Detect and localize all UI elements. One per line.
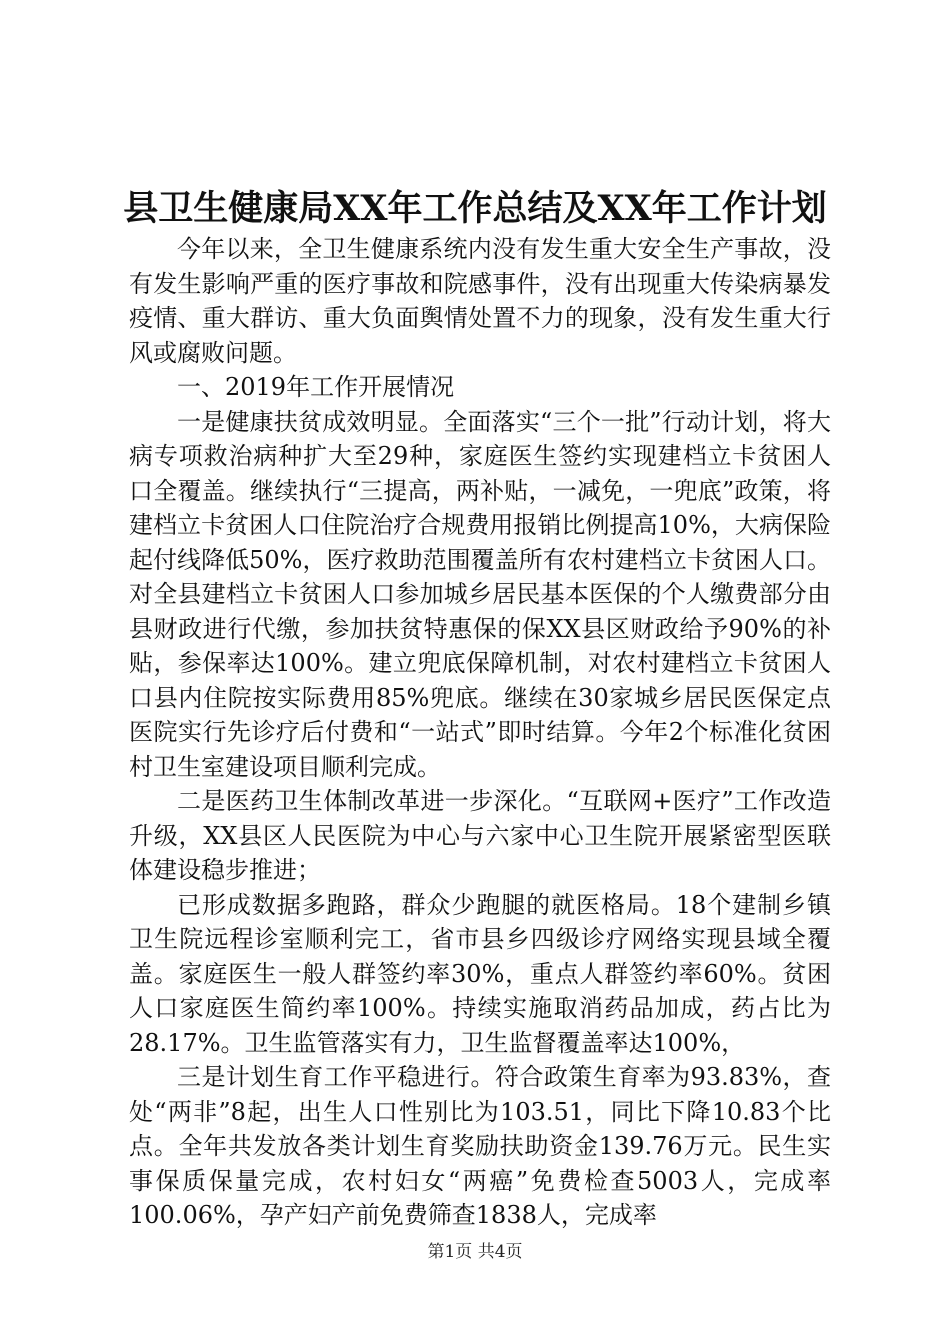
document-body [129, 232, 831, 1233]
section-heading: 一、2019年工作开展情况 [177, 373, 455, 401]
paragraph-intro: 今年以来，全卫生健康系统内没有发生重大安全生产事故，没有发生影响严重的医疗事故和院感事件，没有出现重大传染病暴发疫情、重大群访、重大负面舆情处置不力的现象，没有发生重大行风或腐败问题。 [129, 235, 831, 367]
page-total: 共4页 [477, 1242, 523, 1262]
document-title: 县卫生健康局XX年工作总结及XX年工作计划 [123, 188, 827, 229]
paragraph-family-planning: 三是计划生育工作平稳进行。符合政策生育率为93.83%，查处“两非”8起，出生人口性别比为103.51，同比下降10.83个比点。全年共发放各类计划生育奖励扶助资金139.76万元。民生实事保质保量完成，农村妇女“两癌”免费检查5003人，完成率100.06%，孕产妇产前免费筛查1838人，完成率 [129, 1063, 831, 1229]
page-number: 第1页 [427, 1242, 473, 1262]
page-footer [0, 1240, 950, 1264]
paragraph-poverty-health: 一是健康扶贫成效明显。全面落实“三个一批”行动计划，将大病专项救治病种扩大至29种，家庭医生签约实现建档立卡贫困人口全覆盖。继续执行“三提高，两补贴，一减免，一兜底”政策，将建档立卡贫困人口住院治疗合规费用报销比例提高10%，大病保险起付线降低50%，医疗救助范围覆盖所有农村建档立卡贫困人口。对全县建档立卡贫困人口参加城乡居民基本医保的个人缴费部分由县财政进行代缴，参加扶贫特惠保的保XX县区财政给予90%的补贴，参保率达100%。建立兜底保障机制，对农村建档立卡贫困人口县内住院按实际费用85%兜底。继续在30家城乡居民医保定点医院实行先诊疗后付费和“一站式”即时结算。今年2个标准化贫困村卫生室建设项目顺利完成。 [129, 407, 831, 781]
paragraph-medical-reform: 二是医药卫生体制改革进一步深化。“互联网+医疗”工作改造升级，XX县区人民医院为中心与六家中心卫生院开展紧密型医联体建设稳步推进； [129, 787, 831, 884]
paragraph-data-network: 已形成数据多跑路，群众少跑腿的就医格局。18个建制乡镇卫生院远程诊室顺利完工，省市县乡四级诊疗网络实现县域全覆盖。家庭医生一般人群签约率30%，重点人群签约率60%。贫困人口家庭医生简约率100%。持续实施取消药品加成，药占比为28.17%。卫生监管落实有力，卫生监督覆盖率达100%， [129, 890, 831, 1057]
